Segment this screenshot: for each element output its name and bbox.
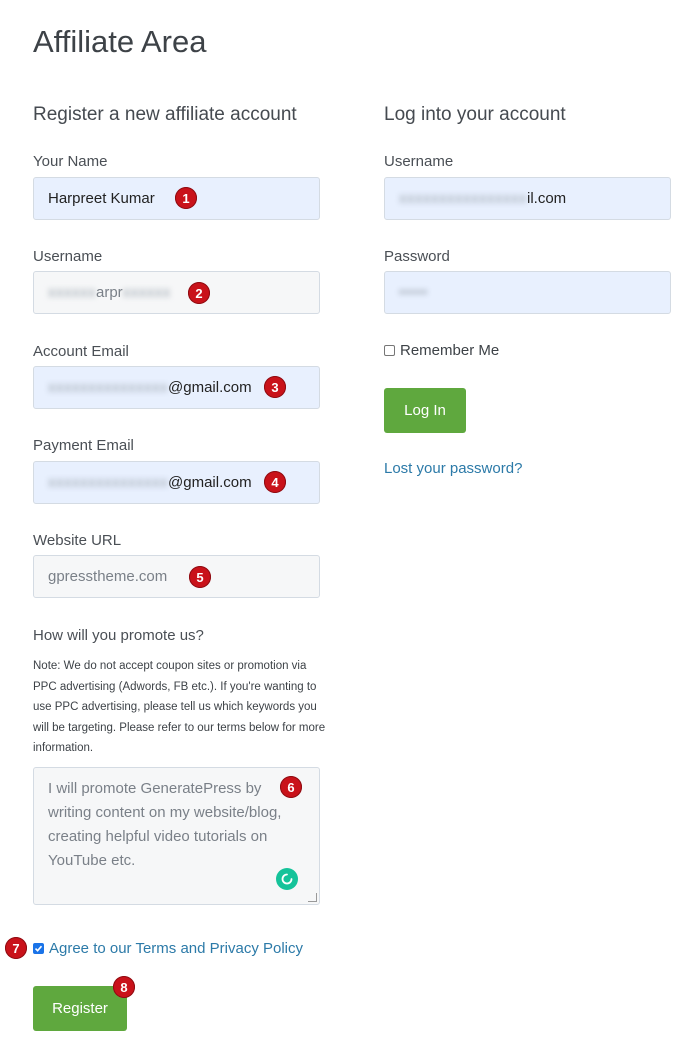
remember-me-label: Remember Me [400, 342, 500, 359]
annotation-badge-7: 7 [5, 937, 27, 959]
website-url-label: Website URL [33, 532, 122, 549]
terms-checkbox[interactable] [33, 943, 44, 954]
annotation-badge-2: 2 [188, 282, 210, 304]
username-visible-value: arpr [96, 284, 123, 301]
login-heading: Log into your account [384, 104, 566, 125]
page-title: Affiliate Area [33, 24, 207, 59]
account-email-visible-value: @gmail.com [168, 379, 252, 396]
password-input[interactable] [384, 271, 671, 314]
payment-email-label: Payment Email [33, 437, 134, 454]
promote-note: Note: We do not accept coupon sites or promotion via PPC advertising (Adwords, FB etc.). If you're wanting to use PPC advertising, please tell us which keywords you will be targeting. Please refer to our terms below for more information. [33, 660, 326, 754]
website-url-input[interactable] [33, 555, 320, 598]
annotation-badge-4: 4 [264, 471, 286, 493]
annotation-badge-8: 8 [113, 976, 135, 998]
annotation-badge-6: 6 [280, 776, 302, 798]
grammar-check-icon[interactable] [276, 868, 298, 890]
remember-me-checkbox[interactable] [384, 345, 395, 356]
login-username-label: Username [384, 153, 454, 170]
username-label: Username [33, 248, 103, 265]
redacted-text: xxxxxx [48, 284, 96, 301]
promote-label: How will you promote us? [33, 627, 204, 644]
annotation-badge-3: 3 [264, 376, 286, 398]
login-button[interactable]: Log In [384, 388, 466, 433]
payment-email-visible-value: @gmail.com [168, 474, 252, 491]
annotation-badge-5: 5 [189, 566, 211, 588]
register-heading: Register a new affiliate account [33, 104, 297, 125]
redacted-text: ••••• [399, 284, 428, 301]
lost-password-link[interactable]: Lost your password? [384, 460, 523, 477]
your-name-value: Harpreet Kumar [48, 190, 155, 207]
redacted-text: xxxxxx [122, 284, 171, 301]
annotation-badge-1: 1 [175, 187, 197, 209]
checkmark-icon [34, 944, 43, 953]
your-name-label: Your Name [33, 153, 108, 170]
account-email-label: Account Email [33, 343, 129, 360]
login-username-input[interactable] [384, 177, 671, 220]
resize-grip-icon[interactable] [308, 893, 317, 902]
promote-value: I will promote GeneratePress by writing content on my website/blog, creating helpful video tutorials on YouTube etc. [48, 780, 282, 869]
redacted-text: xxxxxxxxxxxxxxxx [399, 190, 527, 207]
password-label: Password [384, 248, 450, 265]
terms-link[interactable]: Agree to our Terms and Privacy Policy [49, 940, 303, 957]
redacted-text: xxxxxxxxxxxxxxx [48, 379, 168, 396]
website-url-value: gpresstheme.com [48, 568, 168, 585]
redacted-text: xxxxxxxxxxxxxxx [48, 474, 168, 491]
register-button[interactable]: Register [33, 986, 127, 1031]
username-input[interactable] [33, 271, 320, 314]
login-username-visible-value: il.com [527, 190, 567, 207]
